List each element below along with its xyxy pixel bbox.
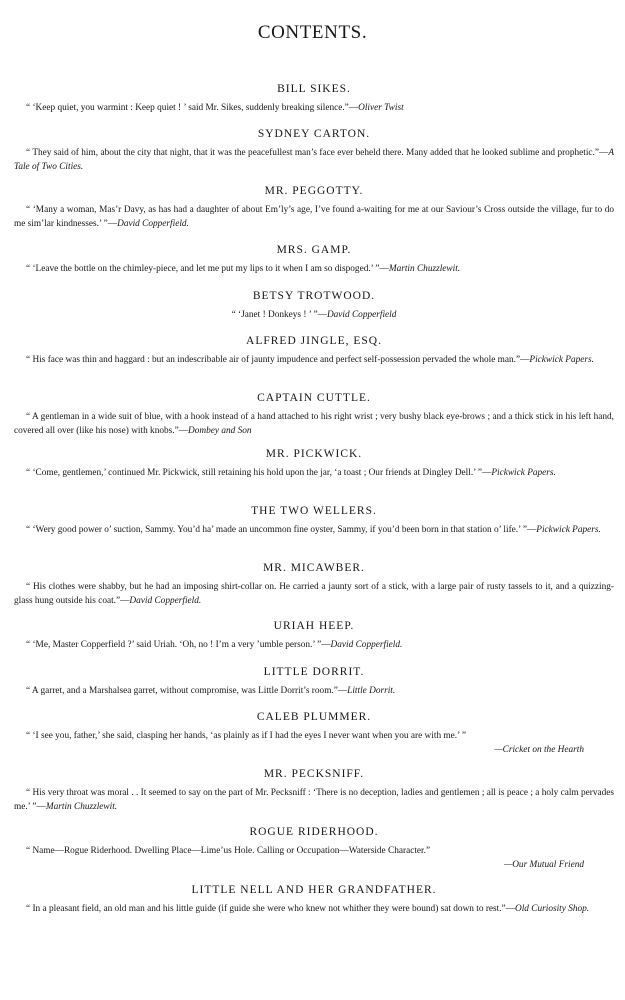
entry-heading: MR. PICKWICK.: [265, 448, 363, 460]
quote-text: “ His face was thin and haggard : but an indescribable air of jaunty impudence and perfect self-possession pervaded the whole man.”—: [26, 355, 530, 365]
entry-quote: [14, 467, 614, 481]
contents-entry: [14, 666, 614, 699]
source-title: David Copperfield: [326, 310, 397, 320]
contents-entry: [14, 768, 614, 814]
quote-text: “ ‘Come, gentlemen,’ continued Mr. Pickwick, still retaining his hold upon the jar, ‘a toast ; Our friends at Dingley Dell.’ ”—: [26, 468, 492, 478]
source-title: Oliver Twist: [358, 103, 404, 113]
quote-text: “ ‘Janet ! Donkeys ! ’ ”—: [231, 310, 327, 320]
entry-heading: MRS. GAMP.: [276, 244, 352, 256]
source-title: Martin Chuzzlewit.: [45, 801, 118, 812]
entry-quote: [14, 787, 614, 814]
source-title: David Copperfield.: [330, 640, 403, 650]
source-title: Pickwick Papers.: [491, 468, 556, 478]
quote-text: “ ‘Wery good power o’ suction, Sammy. You’d ha’ made an uncommon fine oyster, Sammy, if you’d been born in that station o’ life.’ ”—: [26, 525, 537, 535]
quote-text: “ They said of him, about the city that night, that it was the peacefullest man’s face ever beheld there. Many added that he looked sublime and prophetic.”—: [26, 148, 609, 158]
entry-heading: MR. PEGGOTTY.: [264, 185, 364, 197]
entry-quote: [14, 354, 614, 368]
contents-entry: [14, 884, 614, 917]
quote-text: “ ‘Me, Master Copperfield ?’ said Uriah. ‘Oh, no ! I’m a very ’umble person.’ ”—: [26, 640, 331, 650]
quote-text: “ A gentleman in a wide suit of blue, with a hook instead of a hand attached to his right wrist ; very bushy black eye-brows ; and a thick stick in his left hand, covered all over (like his nose) with knobs.”—: [14, 412, 614, 436]
quote-text: “ A garret, and a Marshalsea garret, without compromise, was Little Dorrit’s room.”—: [26, 686, 348, 696]
contents-entry: [14, 392, 614, 438]
contents-entry: [14, 562, 614, 608]
quote-text: “ ‘Many a woman, Mas’r Davy, as has had a daughter of about Em’ly’s age, I’ve found a-waiting for me at our Saviour’s Cross outside the village, fur to do me sim’lar kindnesses.’ ”—: [14, 205, 614, 229]
entry-quote: [14, 263, 614, 277]
quote-text: “ Name—Rogue Riderhood. Dwelling Place—Lime’us Hole. Calling or Occupation—Waterside Character.”: [26, 846, 431, 856]
source-title: Pickwick Papers.: [536, 525, 601, 535]
contents-entry: [14, 620, 614, 653]
entry-quote: [14, 730, 614, 744]
entry-heading: SYDNEY CARTON.: [257, 128, 371, 140]
entry-heading: MR. PECKSNIFF.: [263, 768, 365, 780]
source-title: Pickwick Papers.: [529, 355, 594, 365]
entry-quote: [14, 903, 614, 917]
entry-quote: [14, 845, 614, 859]
source-title: Little Dorrit.: [347, 686, 396, 696]
contents-entry: [14, 448, 614, 481]
source-title: A Tale of Two Cities.: [14, 148, 614, 172]
entry-heading: ALFRED JINGLE, ESQ.: [246, 335, 382, 347]
page-title: CONTENTS.: [257, 22, 368, 43]
entry-heading: MR. MICAWBER.: [263, 562, 365, 574]
source-title: —Cricket on the Hearth: [494, 744, 584, 755]
entry-quote: [14, 524, 614, 538]
source-title: David Copperfield.: [117, 218, 189, 229]
contents-entry: [14, 83, 614, 116]
entry-heading: BETSY TROTWOOD.: [252, 290, 376, 302]
entry-heading: URIAH HEEP.: [273, 620, 355, 632]
source-title: Dombey and Son: [188, 425, 252, 436]
entry-quote: [14, 639, 614, 653]
entry-quote: [14, 204, 614, 231]
entry-heading: CAPTAIN CUTTLE.: [257, 392, 371, 404]
entry-heading: ROGUE RIDERHOOD.: [249, 826, 379, 838]
entry-quote: [14, 685, 614, 699]
entry-heading: THE TWO WELLERS.: [251, 505, 377, 517]
quote-text: “ His clothes were shabby, but he had an imposing shirt-collar on. He carried a jaunty sort of a stick, with a large pair of rusty tassels to it, and a quizzing-glass hung outside his coat.”—: [14, 582, 614, 606]
contents-entry: [14, 290, 614, 323]
contents-entry: [14, 185, 614, 231]
quote-text: “ In a pleasant field, an old man and his little guide (if guide she were who knew not whither they were bound) sat down to rest.”—: [26, 904, 515, 914]
entry-quote: [14, 102, 614, 116]
contents-entry: [14, 128, 614, 174]
contents-entry: [14, 505, 614, 538]
source-title: Old Curiosity Shop.: [515, 904, 590, 914]
source-title: —Our Mutual Friend: [503, 859, 584, 870]
quote-text: “ ‘Leave the bottle on the chimley-piece, and let me put my lips to it when I am so dispoged.’ ”—: [26, 264, 389, 274]
contents-entry: [14, 335, 614, 368]
entry-quote: [14, 309, 614, 323]
quote-text: “ ‘I see you, father,’ she said, clasping her hands, ‘as plainly as if I had the eyes I never want when you are with me.’ ”: [26, 731, 466, 741]
quote-text: “ His very throat was moral . . It seemed to say on the part of Mr. Pecksniff : ‘There is no deception, ladies and gentlemen ; all is peace ; a holy calm pervades me.’ ”—: [14, 788, 614, 812]
entry-quote: [14, 581, 614, 608]
contents-entry: [14, 244, 614, 277]
entry-heading: BILL SIKES.: [277, 83, 351, 95]
entry-quote: [14, 411, 614, 438]
contents-entry: [14, 711, 614, 757]
quote-text: “ ‘Keep quiet, you warmint : Keep quiet ! ’ said Mr. Sikes, suddenly breaking silence.”—: [26, 103, 359, 113]
entry-heading: LITTLE NELL AND HER GRANDFATHER.: [191, 884, 437, 896]
entry-heading: CALEB PLUMMER.: [256, 711, 372, 723]
source-title: Martin Chuzzlewit.: [388, 264, 461, 274]
entry-quote: [14, 147, 614, 174]
source-title: David Copperfield.: [129, 595, 202, 606]
contents-entry: [14, 826, 614, 872]
entry-heading: LITTLE DORRIT.: [263, 666, 365, 678]
